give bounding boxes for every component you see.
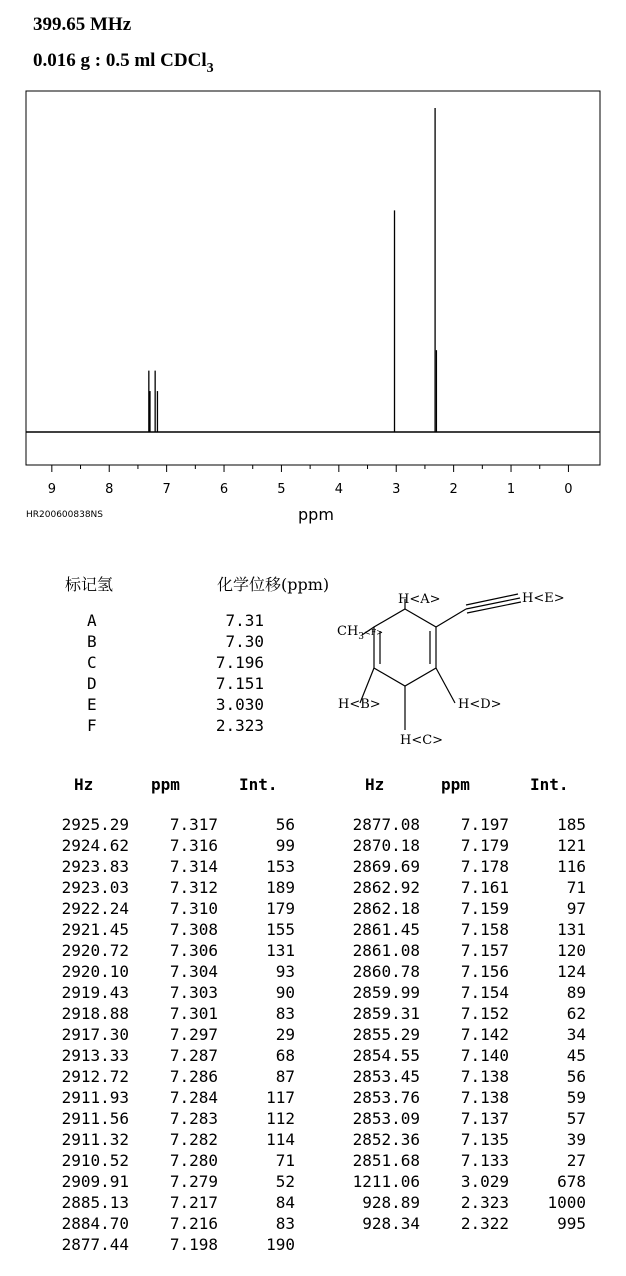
peak-int: 68 <box>275 1046 295 1065</box>
x-tick-label: 7 <box>162 482 171 497</box>
assignment-shift: 7.30 <box>225 632 264 651</box>
benzene-ring <box>374 609 436 686</box>
peak-hz: 2921.45 <box>61 920 129 939</box>
peak-ppm: 7.154 <box>460 983 509 1002</box>
ch3-label: $CH_3^{<F>}$ <box>337 624 383 642</box>
peak-ppm: 7.137 <box>460 1109 509 1128</box>
peak-ppm: 7.198 <box>169 1235 218 1254</box>
peak-ppm: 7.138 <box>460 1067 509 1086</box>
assignment-label: F <box>87 716 97 735</box>
ha-label: H<A> <box>398 592 441 607</box>
peak-int: 89 <box>566 983 586 1002</box>
peak-int: 52 <box>275 1172 295 1191</box>
peak-hz: 2859.99 <box>352 983 420 1002</box>
peak-ppm: 7.161 <box>460 878 509 897</box>
col-header-hz-left: Hz <box>74 775 94 794</box>
peak-ppm: 7.312 <box>169 878 218 897</box>
x-tick-label: 1 <box>506 482 516 497</box>
peak-int: 97 <box>566 899 586 918</box>
peak-hz: 2861.45 <box>352 920 420 939</box>
hd-label: H<D> <box>458 697 502 712</box>
peak-hz: 2885.13 <box>61 1193 129 1212</box>
assignment-shift: 2.323 <box>215 716 264 735</box>
peak-int: 84 <box>275 1193 295 1212</box>
peak-int: 678 <box>557 1172 586 1191</box>
peak-hz: 2852.36 <box>352 1130 420 1149</box>
peak-hz: 2923.03 <box>61 878 129 897</box>
peak-ppm: 7.286 <box>169 1067 218 1086</box>
frequency-label: 399.65 MHz <box>33 14 132 35</box>
peak-ppm: 7.156 <box>460 962 509 981</box>
peak-ppm: 7.140 <box>460 1046 509 1065</box>
assignment-shift: 7.196 <box>215 653 264 672</box>
peak-int: 29 <box>275 1025 295 1044</box>
peak-hz: 2924.62 <box>61 836 129 855</box>
peak-ppm: 7.284 <box>169 1088 218 1107</box>
peak-ppm: 7.297 <box>169 1025 218 1044</box>
peak-ppm: 7.308 <box>169 920 218 939</box>
peak-int: 83 <box>275 1214 295 1233</box>
peak-hz: 1211.06 <box>352 1172 420 1191</box>
peak-ppm: 7.158 <box>460 920 509 939</box>
nmr-spectrum-chart <box>0 0 626 500</box>
peak-int: 131 <box>266 941 295 960</box>
col-header-ppm-right: ppm <box>441 775 470 794</box>
assignment-label: D <box>87 674 97 693</box>
peak-int: 87 <box>275 1067 295 1086</box>
peak-hz: 2909.91 <box>61 1172 129 1191</box>
assignment-label: A <box>87 611 97 630</box>
peak-int: 121 <box>557 836 586 855</box>
peak-int: 131 <box>557 920 586 939</box>
peak-ppm: 7.152 <box>460 1004 509 1023</box>
he-label: H<E> <box>522 591 565 606</box>
peak-ppm: 7.287 <box>169 1046 218 1065</box>
peak-hz: 2854.55 <box>352 1046 420 1065</box>
peak-int: 179 <box>266 899 295 918</box>
peak-hz: 2918.88 <box>61 1004 129 1023</box>
hb-label: H<B> <box>338 697 381 712</box>
col-header-int-left: Int. <box>239 775 278 794</box>
peak-int: 114 <box>266 1130 295 1149</box>
peak-ppm: 7.138 <box>460 1088 509 1107</box>
peak-ppm: 7.217 <box>169 1193 218 1212</box>
peak-int: 995 <box>557 1214 586 1233</box>
peak-hz: 2853.45 <box>352 1067 420 1086</box>
peak-int: 57 <box>566 1109 586 1128</box>
peak-hz: 2869.69 <box>352 857 420 876</box>
x-axis-ticks <box>48 465 573 497</box>
peak-hz: 2912.72 <box>61 1067 129 1086</box>
peak-hz: 2920.72 <box>61 941 129 960</box>
assignment-shift: 7.151 <box>215 674 264 693</box>
peak-int: 190 <box>266 1235 295 1254</box>
peak-ppm: 7.157 <box>460 941 509 960</box>
peak-ppm: 7.179 <box>460 836 509 855</box>
peak-int: 93 <box>275 962 295 981</box>
peak-ppm: 7.159 <box>460 899 509 918</box>
peak-ppm: 7.216 <box>169 1214 218 1233</box>
assignment-shift: 7.31 <box>225 611 264 630</box>
peak-ppm: 7.197 <box>460 815 509 834</box>
x-axis-label: ppm <box>298 505 334 524</box>
peak-int: 45 <box>566 1046 586 1065</box>
assignment-header-shift: 化学位移(ppm) <box>217 575 330 594</box>
peak-int: 27 <box>566 1151 586 1170</box>
peak-ppm: 7.142 <box>460 1025 509 1044</box>
peak-hz: 2913.33 <box>61 1046 129 1065</box>
peak-int: 34 <box>566 1025 586 1044</box>
col-header-hz-right: Hz <box>365 775 385 794</box>
peak-int: 120 <box>557 941 586 960</box>
peak-int: 112 <box>266 1109 295 1128</box>
peak-hz: 2853.76 <box>352 1088 420 1107</box>
peak-int: 189 <box>266 878 295 897</box>
peak-hz: 2851.68 <box>352 1151 420 1170</box>
peak-ppm: 7.282 <box>169 1130 218 1149</box>
peak-int: 56 <box>275 815 295 834</box>
peak-ppm: 2.323 <box>460 1193 509 1212</box>
assignment-label: B <box>87 632 97 651</box>
peak-int: 153 <box>266 857 295 876</box>
x-tick-label: 9 <box>47 482 56 497</box>
peak-ppm: 7.314 <box>169 857 218 876</box>
plot-frame <box>26 91 600 465</box>
peak-int: 71 <box>566 878 586 897</box>
sample-main: 0.016 g : 0.5 ml CDCl <box>33 50 207 71</box>
peak-ppm: 7.280 <box>169 1151 218 1170</box>
peak-hz: 2877.08 <box>352 815 420 834</box>
x-tick-label: 3 <box>392 482 401 497</box>
peak-ppm: 7.135 <box>460 1130 509 1149</box>
peak-hz: 2861.08 <box>352 941 420 960</box>
peak-int: 1000 <box>547 1193 586 1212</box>
x-tick-label: 0 <box>564 482 573 497</box>
peak-marks <box>149 108 437 432</box>
peak-ppm: 7.279 <box>169 1172 218 1191</box>
molecule-structure <box>330 585 570 750</box>
peak-int: 39 <box>566 1130 586 1149</box>
peak-hz: 2920.10 <box>61 962 129 981</box>
x-tick-label: 6 <box>219 482 229 497</box>
peak-ppm: 7.304 <box>169 962 218 981</box>
peak-hz: 2859.31 <box>352 1004 420 1023</box>
peak-int: 99 <box>275 836 295 855</box>
assignment-header-label: 标记氢 <box>65 575 114 594</box>
peak-int: 155 <box>266 920 295 939</box>
peak-hz: 2862.18 <box>352 899 420 918</box>
peak-hz: 2853.09 <box>352 1109 420 1128</box>
peak-hz: 2922.24 <box>61 899 129 918</box>
peak-int: 62 <box>566 1004 586 1023</box>
spectrum-code: HR200600838NS <box>26 510 104 520</box>
peak-hz: 928.34 <box>362 1214 420 1233</box>
x-tick-label: 5 <box>277 482 286 497</box>
peak-int: 71 <box>275 1151 295 1170</box>
peak-ppm: 7.317 <box>169 815 218 834</box>
x-tick-label: 8 <box>105 482 114 497</box>
peak-int: 59 <box>566 1088 586 1107</box>
peak-hz: 928.89 <box>362 1193 420 1212</box>
peak-int: 124 <box>557 962 586 981</box>
x-tick-label: 4 <box>334 482 343 497</box>
peak-ppm: 7.316 <box>169 836 218 855</box>
peak-int: 116 <box>557 857 586 876</box>
peak-ppm: 7.178 <box>460 857 509 876</box>
peak-hz: 2910.52 <box>61 1151 129 1170</box>
peak-ppm: 7.306 <box>169 941 218 960</box>
col-header-ppm-left: ppm <box>151 775 180 794</box>
peak-hz: 2870.18 <box>352 836 420 855</box>
peak-ppm: 3.029 <box>460 1172 509 1191</box>
peak-int: 56 <box>566 1067 586 1086</box>
assignment-label: C <box>87 653 97 672</box>
peak-int: 117 <box>266 1088 295 1107</box>
peak-int: 90 <box>275 983 295 1002</box>
peak-int: 185 <box>557 815 586 834</box>
peak-ppm: 7.133 <box>460 1151 509 1170</box>
assignment-shift: 3.030 <box>215 695 264 714</box>
peak-hz: 2855.29 <box>352 1025 420 1044</box>
peak-hz: 2911.93 <box>61 1088 129 1107</box>
peak-ppm: 7.303 <box>169 983 218 1002</box>
peak-hz: 2884.70 <box>61 1214 129 1233</box>
peak-hz: 2911.32 <box>61 1130 129 1149</box>
peak-hz: 2877.44 <box>61 1235 129 1254</box>
x-tick-label: 2 <box>449 482 458 497</box>
peak-hz: 2860.78 <box>352 962 420 981</box>
sample-subscript: 3 <box>206 61 214 76</box>
hc-label: H<C> <box>400 733 444 748</box>
col-header-int-right: Int. <box>530 775 569 794</box>
assignment-label: E <box>87 695 97 714</box>
peak-ppm: 2.322 <box>460 1214 509 1233</box>
peak-hz: 2925.29 <box>61 815 129 834</box>
peak-hz: 2923.83 <box>61 857 129 876</box>
peak-ppm: 7.310 <box>169 899 218 918</box>
peak-int: 83 <box>275 1004 295 1023</box>
peak-hz: 2862.92 <box>352 878 420 897</box>
peak-hz: 2911.56 <box>61 1109 129 1128</box>
peak-ppm: 7.301 <box>169 1004 218 1023</box>
peak-hz: 2919.43 <box>61 983 129 1002</box>
peak-hz: 2917.30 <box>61 1025 129 1044</box>
peak-ppm: 7.283 <box>169 1109 218 1128</box>
